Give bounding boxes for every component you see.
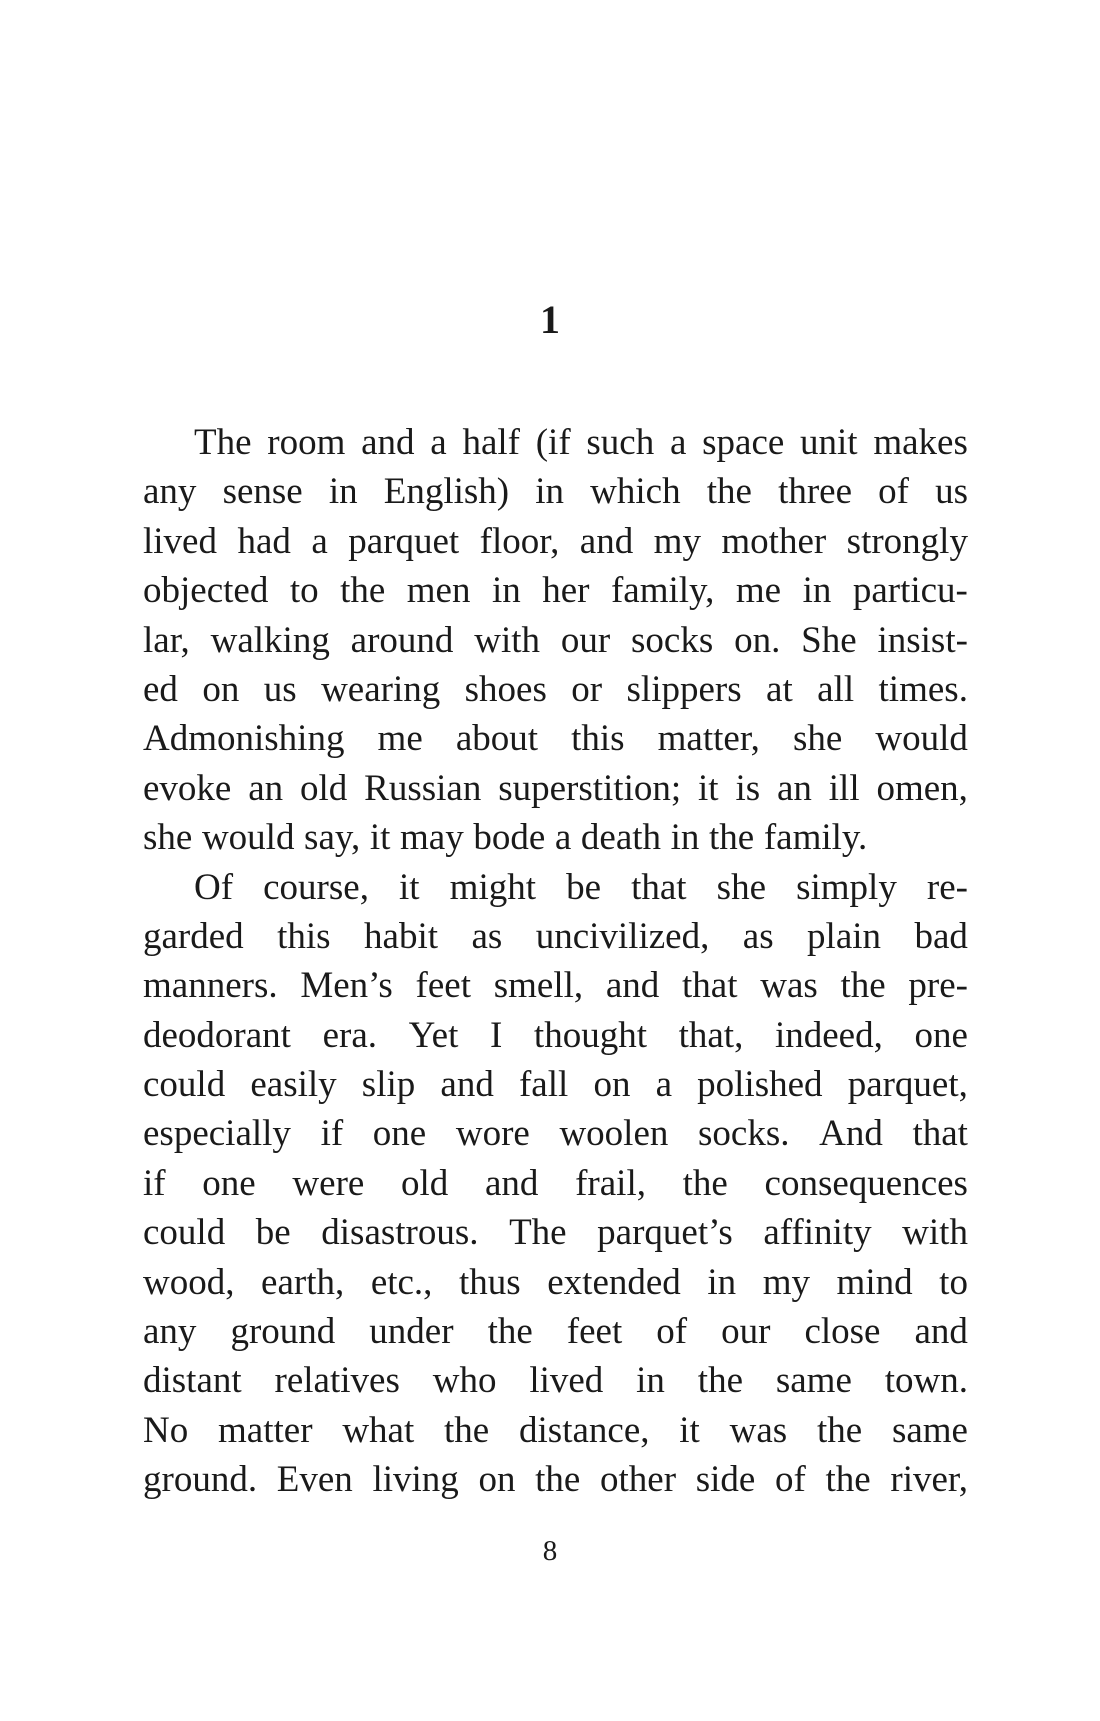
text-line: Of course, it might be that she simply re- [194, 866, 968, 908]
text-line: lived had a parquet floor, and my mother strongly [143, 520, 968, 562]
chapter-number: 1 [540, 297, 560, 342]
text-line: if one were old and frail, the consequences [143, 1162, 968, 1204]
text-line: lar, walking around with our socks on. She insist- [143, 619, 968, 661]
text-line: she would say, it may bode a death in the family. [143, 817, 868, 859]
body-text [143, 418, 968, 1505]
text-line: The room and a half (if such a space unit makes [194, 422, 968, 463]
paragraph-2 [143, 863, 968, 1505]
page-number: 8 [542, 1535, 558, 1567]
text-line: any ground under the feet of our close and [143, 1311, 968, 1353]
text-line: could easily slip and fall on a polished parquet, [143, 1064, 968, 1106]
text-line: deodorant era. Yet I thought that, indeed, one [143, 1014, 968, 1056]
text-line: wood, earth, etc., thus extended in my mind to [143, 1261, 968, 1303]
text-line: garded this habit as uncivilized, as plain bad [143, 915, 968, 957]
text-line: evoke an old Russian superstition; it is an ill omen, [143, 767, 968, 809]
text-line: manners. Men’s feet smell, and that was the pre- [143, 965, 968, 1007]
text-line: any sense in English) in which the three of us [143, 471, 968, 513]
text-line: ed on us wearing shoes or slippers at all times. [143, 668, 968, 710]
text-line: could be disastrous. The parquet’s affinity with [143, 1212, 968, 1254]
paragraph-1 [143, 418, 968, 863]
text-line: Admonishing me about this matter, she would [143, 718, 968, 760]
text-line: ground. Even living on the other side of the river, [143, 1459, 968, 1501]
text-line: objected to the men in her family, me in particu- [143, 570, 968, 612]
text-line: especially if one wore woolen socks. And that [143, 1113, 968, 1155]
text-line: distant relatives who lived in the same town. [143, 1360, 968, 1402]
text-line: No matter what the distance, it was the same [143, 1409, 968, 1451]
